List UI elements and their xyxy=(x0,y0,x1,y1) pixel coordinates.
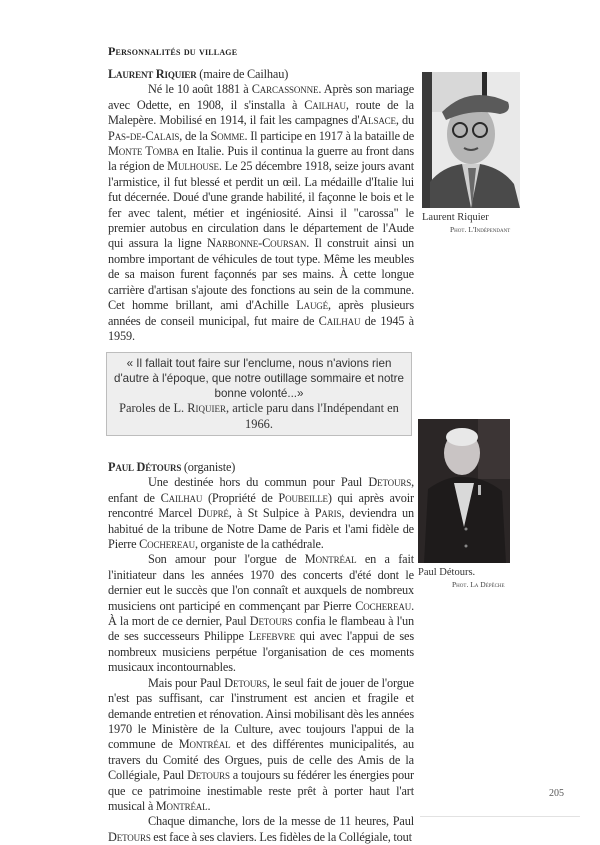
riquier-photo-credit: Phot. L'Indépendant xyxy=(450,225,511,234)
detours-article xyxy=(108,460,414,845)
quote-source-prefix: Paroles de L. xyxy=(119,401,188,415)
detours-heading xyxy=(108,460,414,475)
text-run: est face à ses claviers. Les fidèles de la Collégiale, tout xyxy=(150,829,412,844)
text-run: . À la mort de ce dernier, Paul xyxy=(108,598,414,629)
text-run: confia le flambeau à l'un de ses successeurs Philippe xyxy=(108,614,414,644)
text-run: , route de la Malepère. Mobilisé en 1914, il fait les campagnes d' xyxy=(108,97,414,128)
text-run: , du xyxy=(395,113,414,128)
text-run: , deviendra un habitué de la tribune de Notre Dame de Paris et l'ami fidèle de Pierre xyxy=(108,506,414,552)
quote-source xyxy=(107,401,411,432)
proper-noun: Laugé xyxy=(296,298,329,313)
detours-paragraph-2 xyxy=(108,552,414,675)
detours-photo-credit: Phot. La Dépêche xyxy=(452,580,505,589)
proper-noun: Dupré xyxy=(197,506,229,521)
detours-name: Paul Détours xyxy=(108,460,182,474)
text-run: . Il participe en 1917 à la bataille de xyxy=(244,128,414,143)
riquier-photo xyxy=(422,72,520,208)
text-run: ) qui après avoir rencontré Marcel xyxy=(108,490,414,521)
portrait-elderly-man-icon xyxy=(418,419,510,563)
text-run: et des différentes municipalités, au travers du Comité des Orgues, puis de celle des Amis de la Collégiale, Paul xyxy=(108,737,415,783)
text-run: qui avec l'appui de ses nombreux musiciens perpétue l'organisation de ces moments musicaux incontournables. xyxy=(108,629,414,675)
text-run: , après plusieurs années de conseil municipal, fut maire de xyxy=(108,298,415,328)
proper-noun: Montréal xyxy=(155,798,208,813)
proper-noun: Montréal xyxy=(178,737,231,752)
text-run: Chaque dimanche, lors de la messe de 11 heures, Paul xyxy=(148,814,414,829)
text-run: en a fait l'initiateur dans les années 1970 des concerts d'été dont le dernier eut le succès que l'on connaît et auxquels de nombreux musiciens ont participé en commençant par Pierre xyxy=(108,552,415,613)
detours-photo-caption: Paul Détours. xyxy=(418,567,476,578)
proper-noun: Somme xyxy=(210,128,245,143)
quote-source-suffix: , article paru dans l'Indépendant en 1966. xyxy=(226,401,399,431)
proper-noun: Cochereau xyxy=(139,537,195,552)
proper-noun: Poubeille xyxy=(278,490,328,505)
text-run: Son amour pour l'orgue de xyxy=(148,552,305,567)
proper-noun: Detours xyxy=(108,829,151,844)
proper-noun: Carcassonne xyxy=(251,82,319,97)
proper-noun: Detours xyxy=(224,675,267,690)
proper-noun: Alsace xyxy=(359,113,396,128)
section-title: Personnalités du village xyxy=(108,44,238,58)
text-run: de 1945 à 1959. xyxy=(108,313,414,343)
quote-box xyxy=(106,352,412,436)
riquier-role: (maire de Cailhau) xyxy=(199,67,289,81)
text-run: Né le 10 août 1881 à xyxy=(148,82,252,97)
riquier-photo-caption: Laurent Riquier xyxy=(422,212,489,223)
proper-noun: Cailhau xyxy=(160,490,203,505)
proper-noun: Detours xyxy=(249,614,293,629)
quote-text: « Il fallait tout faire sur l'enclume, nous n'avions rien d'autre à l'époque, que notre outillage sommaire et notre bonne volonté...» xyxy=(114,357,404,400)
riquier-heading xyxy=(108,67,414,82)
text-run: Une destinée hors du commun pour Paul xyxy=(148,475,369,490)
proper-noun: Cailhau xyxy=(304,97,346,112)
detours-paragraph-3 xyxy=(108,676,414,815)
riquier-article xyxy=(108,67,414,344)
proper-noun: Cochereau xyxy=(355,598,412,613)
text-run: , à St Sulpice à xyxy=(228,506,315,521)
proper-noun: Monte Tomba xyxy=(108,144,179,159)
proper-noun: Mulhouse xyxy=(167,159,219,174)
proper-noun: Detours xyxy=(368,475,412,490)
proper-noun: Montréal xyxy=(304,552,357,567)
proper-noun: Narbonne-Coursan xyxy=(206,236,307,251)
detours-paragraph-1 xyxy=(108,475,414,552)
riquier-name: Laurent Riquier xyxy=(108,67,197,81)
proper-noun: Paris xyxy=(314,506,342,521)
text-run: Mais pour Paul xyxy=(148,675,225,690)
page-number: 205 xyxy=(549,788,564,799)
text-run: , de la xyxy=(179,128,211,143)
proper-noun: Detours xyxy=(187,768,230,783)
bottom-rule xyxy=(420,816,580,817)
text-run: . xyxy=(207,798,211,813)
text-run: , le seul fait de jouer de l'orgue n'est pas suffisant, car l'instrument est ancien et fragile et demande entretien et rénovation. Ainsi mobilisant dès les années 1970 le Ministère de la Culture, avec toujours l'appui de la commune de xyxy=(108,675,414,752)
detours-role: (organiste) xyxy=(183,460,236,474)
text-run: . Le 25 décembre 1918, seize jours avant l'armistice, il fut blessé et perdit un œil. La médaille d'Italie lui fut décernée. Doué d'une grande habilité, il façonne le bois et le fer avec talent, métier et ingéniosité. Ainsi il "carossa" le premier autobus en circulation dans le département de l'Aude qui assura la ligne xyxy=(108,159,414,251)
text-run: , organiste de la cathédrale. xyxy=(194,537,324,552)
text-run: en Italie. Puis il continua la guerre au front dans la région de xyxy=(108,144,414,174)
text-run: , enfant de xyxy=(108,475,414,505)
text-run: . Il construit ainsi un nombre important de véhicules de tout type. Même les meubles de sa maison furent façonnés par ses mains. À cette longue carrière d'artisan s'ajoute des fonctions au sein de la commune. Cet homme brillant, ami d'Achille xyxy=(108,236,414,313)
text-run: . Après son mariage avec Odette, en 1908, il s'installa à xyxy=(108,82,414,112)
portrait-man-cap-icon xyxy=(422,72,520,208)
text-run: a toujours su fédérer les énergies pour que ce patrimoine inestimable reste prêt à porter haut l'art musical à xyxy=(108,768,414,813)
text-run: (Propriété de xyxy=(202,490,279,505)
riquier-paragraph xyxy=(108,82,414,344)
proper-noun: Cailhau xyxy=(318,313,361,328)
proper-noun: Lefebvre xyxy=(248,629,295,644)
proper-noun: Pas-de-Calais xyxy=(108,128,180,143)
detours-photo xyxy=(418,419,510,563)
quote-source-name: Riquier xyxy=(187,401,226,415)
detours-paragraph-4 xyxy=(108,814,414,845)
